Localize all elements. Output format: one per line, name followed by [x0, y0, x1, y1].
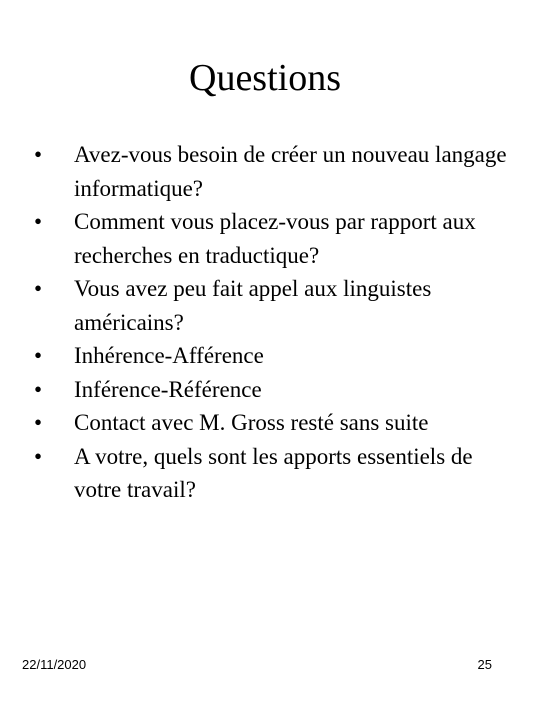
bullet-text: Comment vous placez-vous par rapport aux recherches en traductique? [74, 209, 476, 268]
bullet-text: A votre, quels sont les apports essentiels de votre travail? [74, 443, 473, 502]
bullet-icon: • [34, 276, 43, 301]
slide-title: Questions [189, 57, 341, 99]
bullet-icon: • [34, 209, 43, 234]
page-number: 25 [477, 657, 492, 672]
bullet-icon: • [34, 376, 43, 402]
bullet-icon: • [34, 410, 43, 435]
bullet-item [34, 205, 514, 272]
bullet-item [34, 373, 514, 407]
bullet-icon: • [34, 443, 43, 469]
bullet-item [34, 272, 514, 339]
bullet-item [34, 406, 514, 440]
footer-date: 22/11/2020 [22, 657, 87, 672]
bullet-list [34, 138, 514, 507]
bullet-text: Contact avec M. Gross resté sans suite [74, 410, 429, 435]
bullet-text: Inférence-Référence [74, 376, 262, 402]
bullet-item [34, 339, 514, 373]
bullet-item [34, 440, 514, 507]
bullet-item [34, 138, 514, 205]
bullet-text: Avez-vous besoin de créer un nouveau langage informatique? [74, 142, 507, 201]
bullet-icon: • [34, 343, 43, 368]
bullet-text: Inhérence-Afférence [74, 343, 264, 368]
bullet-icon: • [34, 142, 43, 167]
bullet-text: Vous avez peu fait appel aux linguistes américains? [74, 276, 432, 335]
